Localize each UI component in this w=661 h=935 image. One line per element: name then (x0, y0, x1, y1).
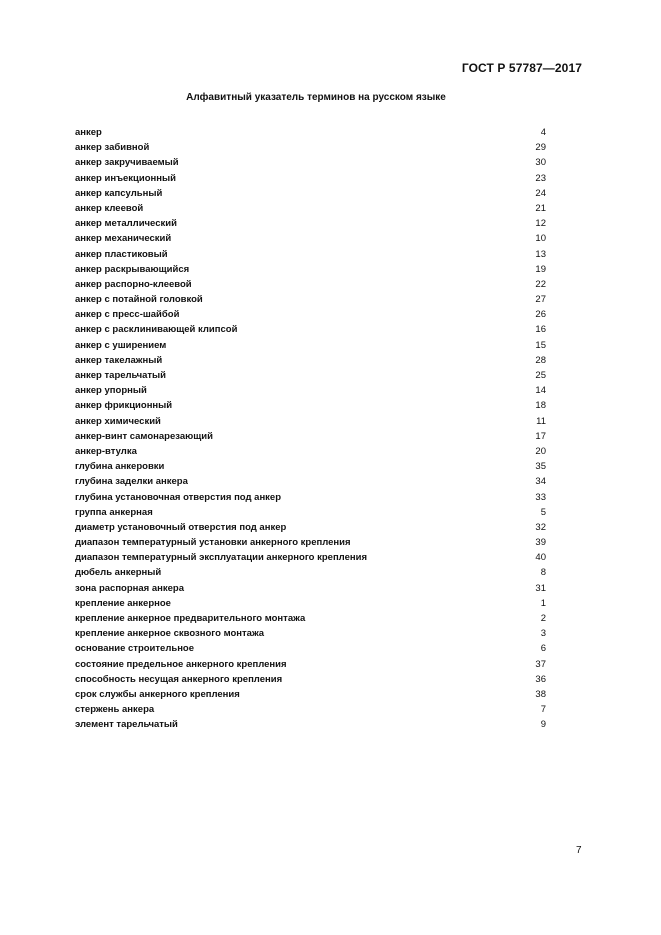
term-name: анкер механический (75, 233, 172, 245)
index-entry (75, 581, 546, 596)
term-name: анкер металлический (75, 218, 177, 230)
term-name: срок службы анкерного крепления (75, 688, 240, 700)
term-number: 40 (535, 552, 546, 564)
term-number: 4 (540, 127, 546, 138)
term-name: глубина заделки анкера (75, 476, 188, 488)
term-number: 36 (535, 673, 546, 685)
index-entry (75, 444, 546, 459)
term-name: анкер (75, 127, 102, 138)
term-number: 37 (535, 658, 546, 670)
term-name: анкер фрикционный (75, 400, 173, 412)
term-name: анкер раскрывающийся (75, 263, 190, 275)
term-number: 34 (535, 476, 546, 488)
term-name: анкер тарельчатый (75, 370, 166, 381)
index-entry (75, 429, 546, 444)
index-entry (75, 474, 546, 489)
index-entry (75, 702, 546, 717)
term-number: 22 (535, 278, 546, 290)
term-name: группа анкерная (75, 506, 153, 518)
index-entry (75, 611, 546, 626)
term-number: 13 (535, 248, 546, 260)
term-number: 19 (535, 263, 546, 275)
term-number: 6 (540, 643, 546, 655)
index-entry (75, 657, 546, 672)
term-number: 15 (535, 339, 546, 351)
term-number: 39 (535, 537, 546, 549)
index-entry (75, 322, 546, 337)
index-entry (75, 459, 546, 474)
index-entry (75, 338, 546, 353)
term-number: 24 (535, 187, 546, 199)
term-name: анкер клеевой (75, 202, 144, 214)
index-entry (75, 672, 546, 687)
term-number: 8 (540, 567, 546, 579)
index-entry (75, 490, 546, 505)
term-number: 10 (535, 233, 546, 245)
term-name: основание строительное (75, 643, 195, 655)
index-entry (75, 368, 546, 383)
term-name: анкер с пресс-шайбой (75, 309, 180, 321)
term-name: анкер закручиваемый (75, 157, 179, 169)
index-entry (75, 125, 546, 140)
term-name: анкер забивной (75, 142, 150, 154)
document-code: ГОСТ Р 57787—2017 (461, 61, 582, 75)
term-name: анкер с уширением (75, 339, 167, 351)
term-name: глубина установочная отверстия под анкер (75, 491, 282, 503)
term-name: диапазон температурный эксплуатации анкерного крепления (75, 552, 367, 564)
term-name: диаметр установочный отверстия под анкер (75, 521, 287, 533)
term-number: 30 (535, 157, 546, 169)
term-number: 12 (535, 218, 546, 230)
index-entry (75, 505, 546, 520)
index-entry (75, 231, 546, 246)
term-number: 1 (540, 597, 546, 609)
term-name: анкер с потайной головкой (75, 294, 203, 306)
term-number: 31 (535, 582, 546, 594)
index-entry (75, 520, 546, 535)
term-name: анкер капсульный (75, 187, 163, 199)
index-entry (75, 247, 546, 262)
term-name: анкер такелажный (75, 354, 163, 366)
term-name: анкер химический (75, 415, 161, 427)
index-entry (75, 383, 546, 398)
term-number: 14 (535, 385, 546, 397)
term-name: состояние предельное анкерного крепления (75, 658, 287, 670)
index-entry (75, 201, 546, 216)
index-entry (75, 140, 546, 155)
index-entry (75, 565, 546, 580)
term-name: крепление анкерное (75, 597, 171, 609)
index-entry (75, 186, 546, 201)
term-name: анкер с расклинивающей клипсой (75, 324, 238, 336)
term-name: анкер распорно-клеевой (75, 278, 192, 290)
term-number: 32 (535, 521, 546, 533)
term-number: 16 (535, 324, 546, 336)
term-name: крепление анкерное сквозного монтажа (75, 628, 265, 640)
term-number: 7 (540, 704, 546, 716)
index-entry (75, 171, 546, 186)
term-number: 11 (536, 415, 546, 427)
term-number: 9 (540, 719, 546, 731)
index-entry (75, 641, 546, 656)
term-number: 17 (535, 430, 546, 442)
index-entry (75, 717, 546, 732)
index-entry (75, 398, 546, 413)
index-entry (75, 307, 546, 322)
term-name: анкер-втулка (75, 445, 137, 457)
term-name: анкер-винт самонарезающий (75, 430, 213, 442)
term-number: 23 (535, 172, 546, 184)
page-number: 7 (576, 845, 582, 856)
index-entry (75, 277, 546, 292)
term-number: 27 (535, 294, 546, 306)
term-name: способность несущая анкерного крепления (75, 673, 283, 685)
term-number: 26 (535, 309, 546, 321)
term-number: 2 (540, 613, 546, 624)
index-entry (75, 216, 546, 231)
term-name: крепление анкерное предварительного монтажа (75, 613, 306, 624)
term-index-list (75, 125, 546, 733)
index-title: Алфавитный указатель терминов на русском языке (186, 92, 446, 103)
index-entry (75, 687, 546, 702)
term-number: 38 (535, 688, 546, 700)
term-number: 29 (535, 142, 546, 154)
term-number: 28 (535, 354, 546, 366)
term-name: диапазон температурный установки анкерного крепления (75, 537, 351, 549)
index-entry (75, 414, 546, 429)
index-entry (75, 292, 546, 307)
term-number: 3 (540, 628, 546, 640)
term-number: 21 (535, 202, 546, 214)
term-name: зона распорная анкера (75, 582, 185, 594)
index-entry (75, 353, 546, 368)
term-number: 33 (535, 491, 546, 503)
term-name: стержень анкера (75, 704, 155, 716)
term-number: 5 (540, 506, 546, 518)
index-entry (75, 262, 546, 277)
term-number: 20 (535, 445, 546, 457)
index-entry (75, 550, 546, 565)
term-name: дюбель анкерный (75, 567, 162, 579)
term-name: анкер упорный (75, 385, 147, 397)
term-number: 18 (535, 400, 546, 412)
term-number: 25 (535, 370, 546, 381)
term-name: элемент тарельчатый (75, 719, 178, 731)
term-name: анкер инъекционный (75, 172, 176, 184)
index-entry (75, 626, 546, 641)
term-name: глубина анкеровки (75, 461, 165, 473)
index-entry (75, 155, 546, 170)
index-entry (75, 535, 546, 550)
index-entry (75, 596, 546, 611)
term-number: 35 (535, 461, 546, 473)
term-name: анкер пластиковый (75, 248, 168, 260)
